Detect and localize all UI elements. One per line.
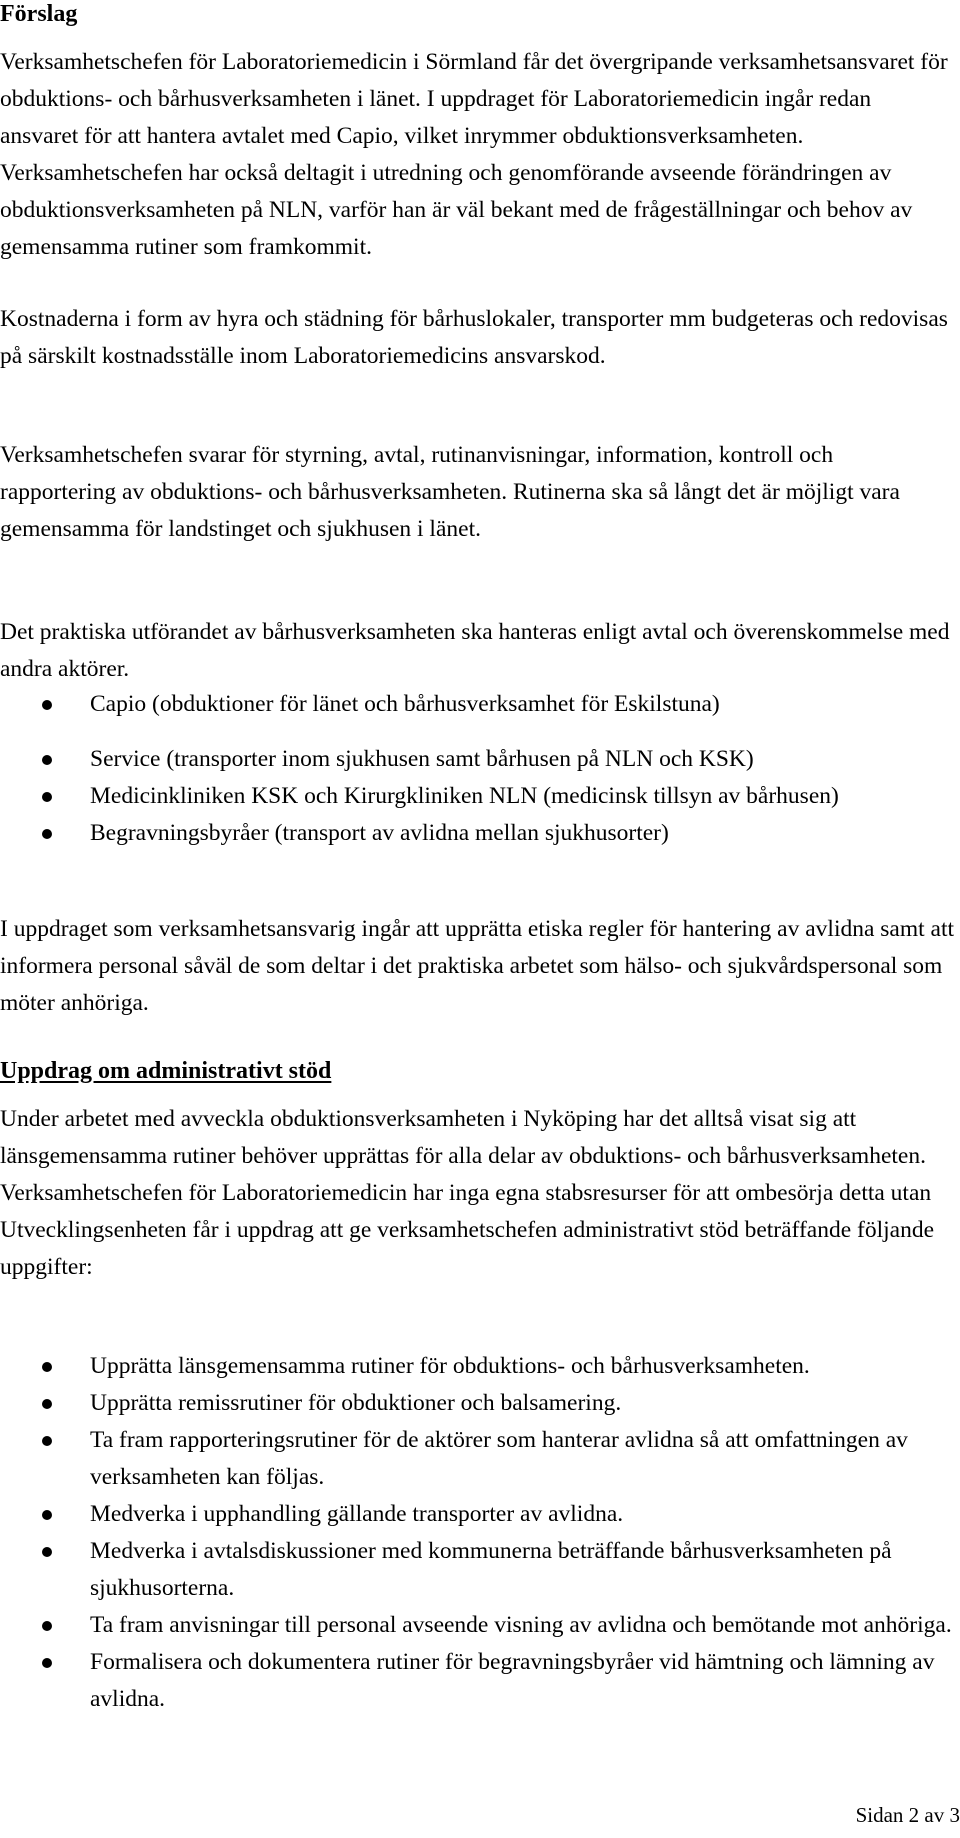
heading-forslag: Förslag (0, 1, 78, 27)
list-item-text: Ta fram rapporteringsrutiner för de aktörer som hanterar avlidna så att omfattningen av verksamheten kan följas. (90, 1427, 908, 1490)
list-item (0, 815, 955, 852)
list-item-text: Ta fram anvisningar till personal avseende visning av avlidna och bemötande mot anhöriga. (90, 1612, 952, 1638)
paragraph-utforande: Det praktiska utförandet av bårhusverksamheten ska hanteras enligt avtal och överenskommelse med andra aktörer. (0, 619, 950, 682)
bullet-icon (42, 1621, 52, 1631)
list-item (0, 741, 955, 778)
list-item (0, 1607, 955, 1644)
list-item-text: Upprätta länsgemensamma rutiner för obduktions- och bårhusverksamheten. (90, 1353, 810, 1379)
list-item (0, 686, 955, 723)
list-item-text: Begravningsbyråer (transport av avlidna mellan sjukhusorter) (90, 820, 669, 846)
list-item-text: Upprätta remissrutiner för obduktioner och balsamering. (90, 1390, 622, 1416)
list-item (0, 1422, 955, 1496)
list-item (0, 1496, 955, 1533)
heading-uppdrag: Uppdrag om administrativt stöd (0, 1058, 332, 1084)
actors-list (0, 686, 955, 852)
bullet-icon (42, 1399, 52, 1409)
paragraph-styrning: Verksamhetschefen svarar för styrning, avtal, rutinanvisningar, information, kontroll och rapportering av obduktions- och bårhusverksamheten. Rutinerna ska så långt det är möjligt vara gemensamma för landstinget och sjukhusen i länet. (0, 442, 900, 542)
list-item (0, 1533, 955, 1607)
list-item-text: Formalisera och dokumentera rutiner för begravningsbyråer vid hämtning och lämning av avlidna. (90, 1649, 935, 1712)
list-item-text: Medverka i upphandling gällande transporter av avlidna. (90, 1501, 624, 1527)
list-item-text: Capio (obduktioner för länet och bårhusverksamhet för Eskilstuna) (90, 691, 720, 717)
page-number: Sidan 2 av 3 (855, 1803, 960, 1827)
paragraph-etiska-regler: I uppdraget som verksamhetsansvarig ingår att upprätta etiska regler för hantering av avlidna samt att informera personal såväl de som deltar i det praktiska arbetet som hälso- och sjukvårdspersonal som möter anhöriga. (0, 916, 955, 1016)
bullet-icon (42, 1510, 52, 1520)
bullet-icon (42, 755, 52, 765)
list-item-text: Service (transporter inom sjukhusen samt bårhusen på NLN och KSK) (90, 746, 754, 772)
paragraph-kostnader: Kostnaderna i form av hyra och städning för bårhuslokaler, transporter mm budgeteras och redovisas på särskilt kostnadsställe inom Laboratoriemedicins ansvarskod. (0, 306, 948, 369)
bullet-icon (42, 1436, 52, 1446)
bullet-icon (42, 1362, 52, 1372)
list-item-text: Medicinkliniken KSK och Kirurgkliniken NLN (medicinsk tillsyn av bårhusen) (90, 783, 839, 809)
list-item (0, 778, 955, 815)
bullet-icon (42, 829, 52, 839)
tasks-list (0, 1348, 955, 1718)
paragraph-administrativt-stod: Under arbetet med avveckla obduktionsverksamheten i Nyköping har det alltså visat sig att länsgemensamma rutiner behöver upprättas för alla delar av obduktions- och bårhusverksamheten. Verksamhetschefen för Laboratoriemedicin har inga egna stabsresurser för att ombesörja detta utan Utvecklingsenheten får i uppdrag att ge verksamhetschefen administrativt stöd beträffande följande uppgifter: (0, 1106, 935, 1280)
bullet-icon (42, 700, 52, 710)
bullet-icon (42, 1547, 52, 1557)
list-item-text: Medverka i avtalsdiskussioner med kommunerna beträffande bårhusverksamheten på sjukhusorterna. (90, 1538, 892, 1601)
bullet-icon (42, 792, 52, 802)
list-item (0, 1644, 955, 1718)
bullet-icon (42, 1658, 52, 1668)
list-item (0, 1385, 955, 1422)
paragraph-ansvar: Verksamhetschefen för Laboratoriemedicin i Sörmland får det övergripande verksamhetsansvaret för obduktions- och bårhusverksamheten i länet. I uppdraget för Laboratoriemedicin ingår redan ansvaret för att hantera avtalet med Capio, vilket inrymmer obduktionsverksamheten. Verksamhetschefen har också deltagit i utredning och genomförande avseende förändringen av obduktionsverksamheten på NLN, varför han är väl bekant med de frågeställningar och behov av gemensamma rutiner som framkommit. (0, 49, 948, 260)
list-item (0, 1348, 955, 1385)
